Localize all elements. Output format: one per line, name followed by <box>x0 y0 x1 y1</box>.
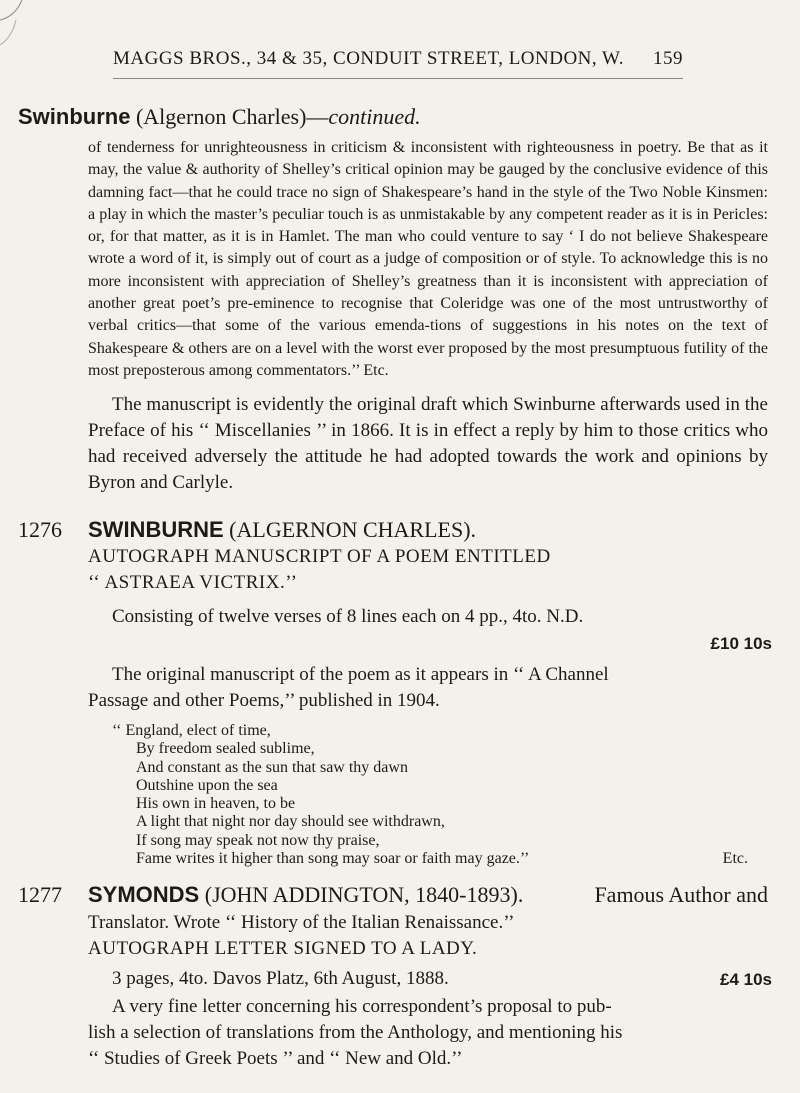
entry-title-1277: AUTOGRAPH LETTER SIGNED TO A LADY. <box>88 938 478 959</box>
entry-price-1276: £10 10s <box>710 634 772 653</box>
poem-line <box>112 850 748 868</box>
poem-line: ‘‘ England, elect of time, <box>112 722 271 739</box>
entry-note-1277-line1: A very fine letter concerning his correspondent’s proposal to pub- <box>112 996 612 1017</box>
page-number: 159 <box>653 48 683 69</box>
entry-author-1277: SYMONDS <box>88 882 200 907</box>
poem-etc: Etc. <box>722 850 748 868</box>
entry-description-1276: Consisting of twelve verses of 8 lines each on 4 pp., 4to. N.D. <box>112 606 584 627</box>
page-corner-mark <box>0 0 60 60</box>
poem-line: His own in heaven, to be <box>136 795 296 813</box>
entry-note-1277-line2: lish a selection of translations from the Anthology, and mentioning his <box>88 1022 623 1043</box>
header-rule <box>113 78 683 79</box>
continued-heading <box>18 104 421 130</box>
entry-note-1277-line3: ‘‘ Studies of Greek Poets ’’ and ‘‘ New and Old.’’ <box>88 1048 463 1069</box>
running-title: MAGGS BROS., 34 & 35, CONDUIT STREET, LONDON, W. <box>113 48 624 69</box>
entry-price-1277: £4 10s <box>720 970 772 989</box>
poem-line: If song may speak not now thy praise, <box>136 831 380 849</box>
entry-author-rest-1276: (ALGERNON CHARLES). <box>223 517 477 542</box>
entry-author-rest-1277: (JOHN ADDINGTON, 1840-1893). <box>199 882 524 907</box>
poem-line: And constant as the sun that saw thy dawn <box>136 758 408 776</box>
continued-author-rest: (Algernon Charles)— <box>130 104 329 129</box>
lot-number-1277: 1277 <box>18 882 62 907</box>
entry-heading-1277 <box>88 882 768 908</box>
continued-label: continued. <box>328 104 421 129</box>
entry-title-1276-line1: AUTOGRAPH MANUSCRIPT OF A POEM ENTITLED <box>88 546 551 567</box>
entry-author-tail-1277: Famous Author and <box>594 882 768 907</box>
entry-note-1276-line2: Passage and other Poems,’’ published in 1904. <box>88 690 440 711</box>
running-header <box>113 48 683 70</box>
note-paragraph: The manuscript is evidently the original draft which Swinburne afterwards used in the Preface of his ‘‘ Miscellanies ’’ in 1866. It is in effect a reply by him to those critics who had received adversely the attitude he had adopted towards the work and opinions by Byron and Carlyle. <box>88 394 768 493</box>
lot-number-1276: 1276 <box>18 517 62 542</box>
continued-author: Swinburne <box>18 104 131 129</box>
poem-line: By freedom sealed sublime, <box>136 740 315 758</box>
quote-paragraph: of tenderness for unrighteousness in criticism & inconsistent with righteousness in poetry. Be that as it may, the value & authority of Shelley’s critical opinion may be gauged by the conclusive evidence of this damning fact—that he could trace no sign of Shakespeare’s hand in the style of the Two Noble Kinsmen: a play in which the master’s peculiar touch is as unmistakable by any competent reader as it is in Pericles: or, for that matter, as it is in Hamlet. The man who could venture to say ‘ I do not believe Shakespeare wrote a word of it, is simply out of court as a judge of composition or of style. To acknowledge this is no more inconsistent with appreciation of Shelley’s greatness than it is inconsistent with appreciation of another great poet’s pre-eminence to recognise that Coleridge was one of the most untrustworthy of verbal critics—that some of the various emenda-tions of suggestions in his notes on the text of Shakespeare & others are on a level with the worst ever proposed by the most presumptuous futility of the most preposterous among commentators.’’ Etc. <box>88 139 768 379</box>
poem-excerpt <box>112 722 772 868</box>
entry-author-1276: SWINBURNE <box>88 517 224 542</box>
entry-heading-1276 <box>88 517 476 543</box>
poem-last-line: Fame writes it higher than song may soar or faith may gaze.’’ <box>136 850 530 868</box>
entry-title-1276-line2: ‘‘ ASTRAEA VICTRIX.’’ <box>88 572 298 593</box>
poem-line: A light that night nor day should see withdrawn, <box>136 813 445 831</box>
poem-line: Outshine upon the sea <box>136 776 278 794</box>
entry-note-1276-line1: The original manuscript of the poem as it appears in ‘‘ A Channel <box>112 664 609 685</box>
entry-description-1277: 3 pages, 4to. Davos Platz, 6th August, 1888. <box>112 968 449 989</box>
entry-subtitle-1277: Translator. Wrote ‘‘ History of the Italian Renaissance.’’ <box>88 912 515 933</box>
